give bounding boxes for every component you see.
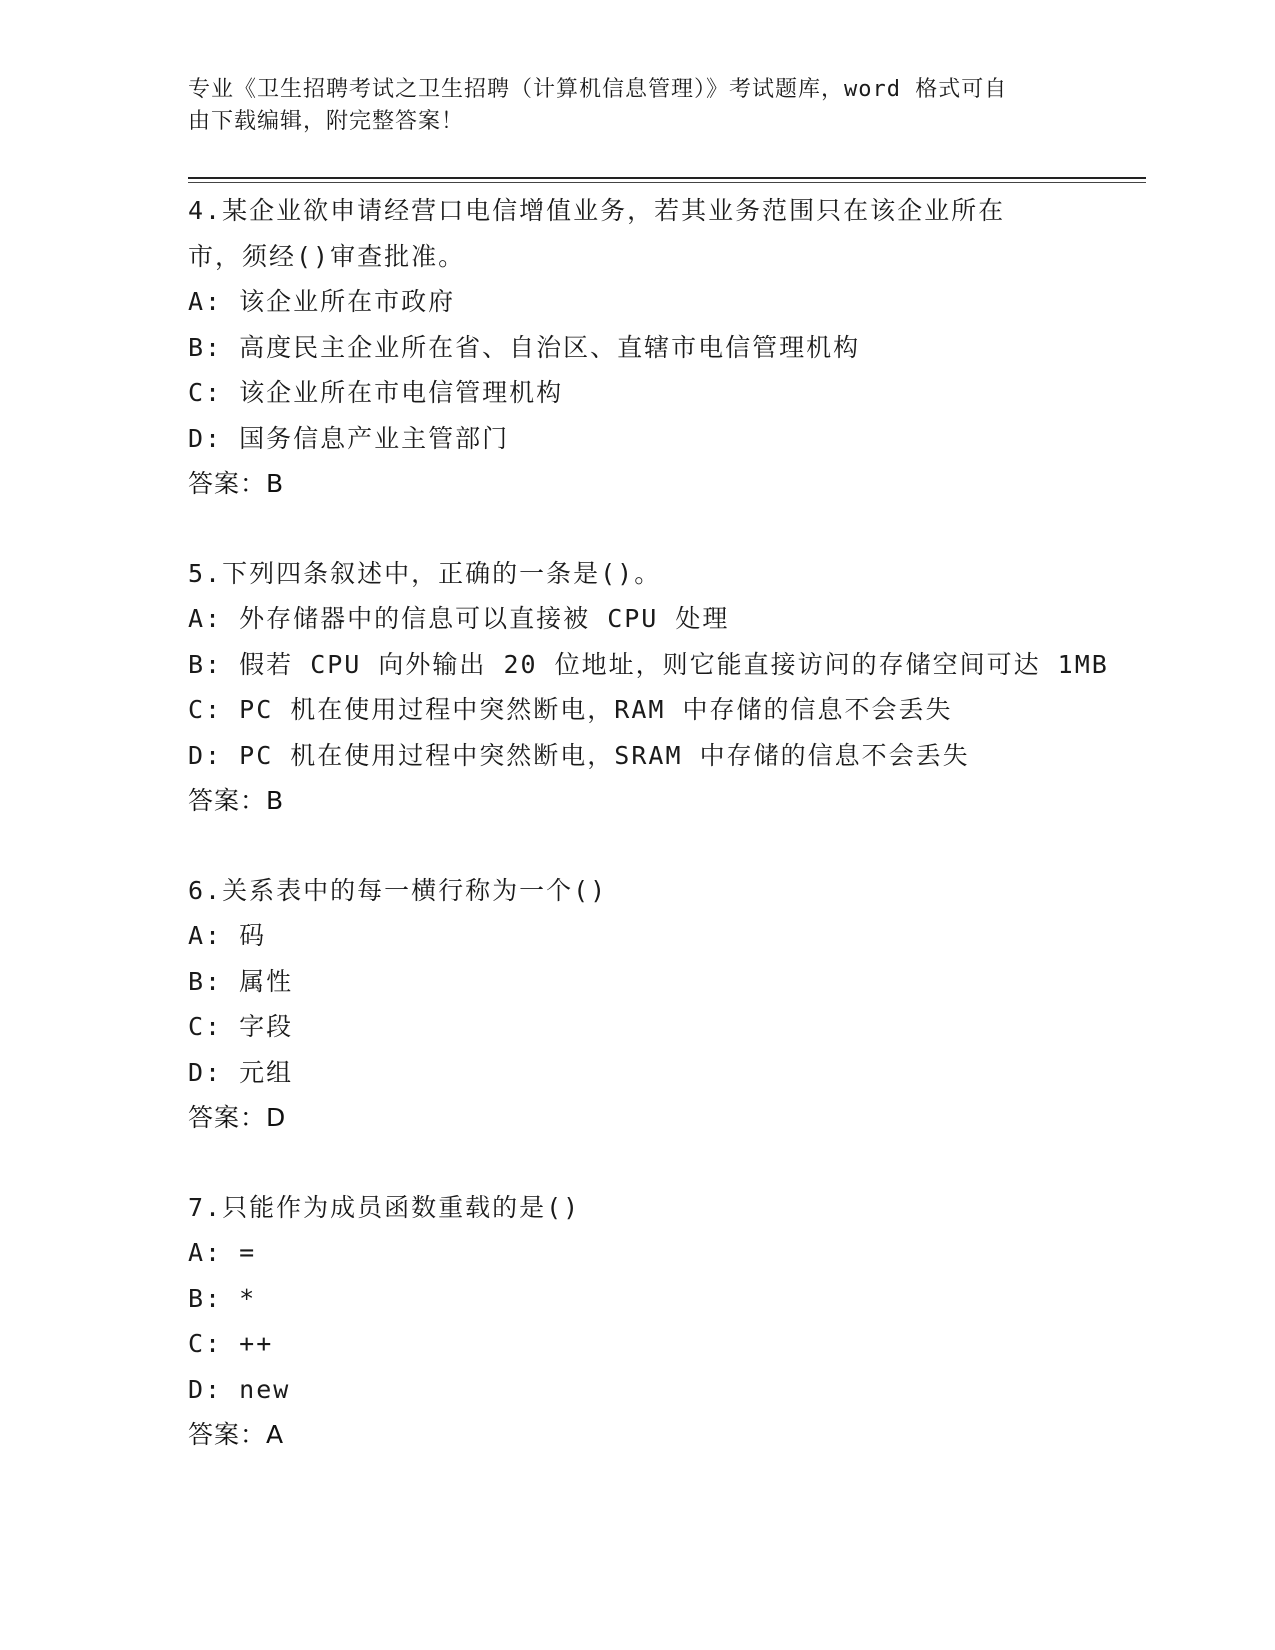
answer-label: 答案：A [188, 1420, 285, 1449]
option-c: C: ++ [188, 1329, 274, 1358]
option-b: B: 高度民主企业所在省、自治区、直辖市电信管理机构 [188, 332, 861, 362]
answer-label: 答案：B [188, 786, 285, 815]
option-d: D: new [188, 1374, 291, 1404]
question-7 [188, 1185, 1148, 1458]
question-list [188, 188, 1148, 1502]
option-d: D: 国务信息产业主管部门 [188, 423, 510, 453]
question-5 [188, 551, 1148, 824]
question-stem: 7.只能作为成员函数重载的是() [188, 1192, 581, 1222]
document-intro [188, 74, 1068, 138]
option-b: B: * [188, 1283, 257, 1313]
question-stem: 6.关系表中的每一横行称为一个() [188, 875, 608, 905]
question-stem: 5.下列四条叙述中，正确的一条是()。 [188, 558, 662, 588]
question-stem: 4.某企业欲申请经营口电信增值业务，若其业务范围只在该企业所在 [188, 196, 1006, 225]
answer-label: 答案：B [188, 469, 285, 498]
option-c: C: 该企业所在市电信管理机构 [188, 378, 564, 407]
option-b: B: 属性 [188, 966, 294, 996]
option-a: A: 该企业所在市政府 [188, 287, 456, 316]
option-b: B: 假若 CPU 向外输出 20 位地址，则它能直接访问的存储空间可达 1MB [188, 649, 1109, 679]
intro-line-2: 由下载编辑，附完整答案！ [188, 109, 465, 134]
option-c: C: PC 机在使用过程中突然断电，RAM 中存储的信息不会丢失 [188, 695, 953, 724]
option-a: A: 码 [188, 921, 267, 950]
question-stem-continued: 市，须经()审查批准。 [188, 241, 466, 271]
option-d: D: PC 机在使用过程中突然断电，SRAM 中存储的信息不会丢失 [188, 740, 970, 770]
question-4 [188, 188, 1148, 507]
header-divider-thick [188, 177, 1146, 179]
option-a: A: = [188, 1238, 257, 1267]
option-c: C: 字段 [188, 1012, 294, 1041]
option-d: D: 元组 [188, 1057, 294, 1087]
answer-label: 答案：D [188, 1103, 287, 1132]
intro-line-1: 专业《卫生招聘考试之卫生招聘（计算机信息管理）》考试题库，word 格式可自 [188, 77, 1008, 102]
option-a: A: 外存储器中的信息可以直接被 CPU 处理 [188, 604, 730, 633]
question-6 [188, 868, 1148, 1141]
header-divider-thin [188, 182, 1146, 183]
